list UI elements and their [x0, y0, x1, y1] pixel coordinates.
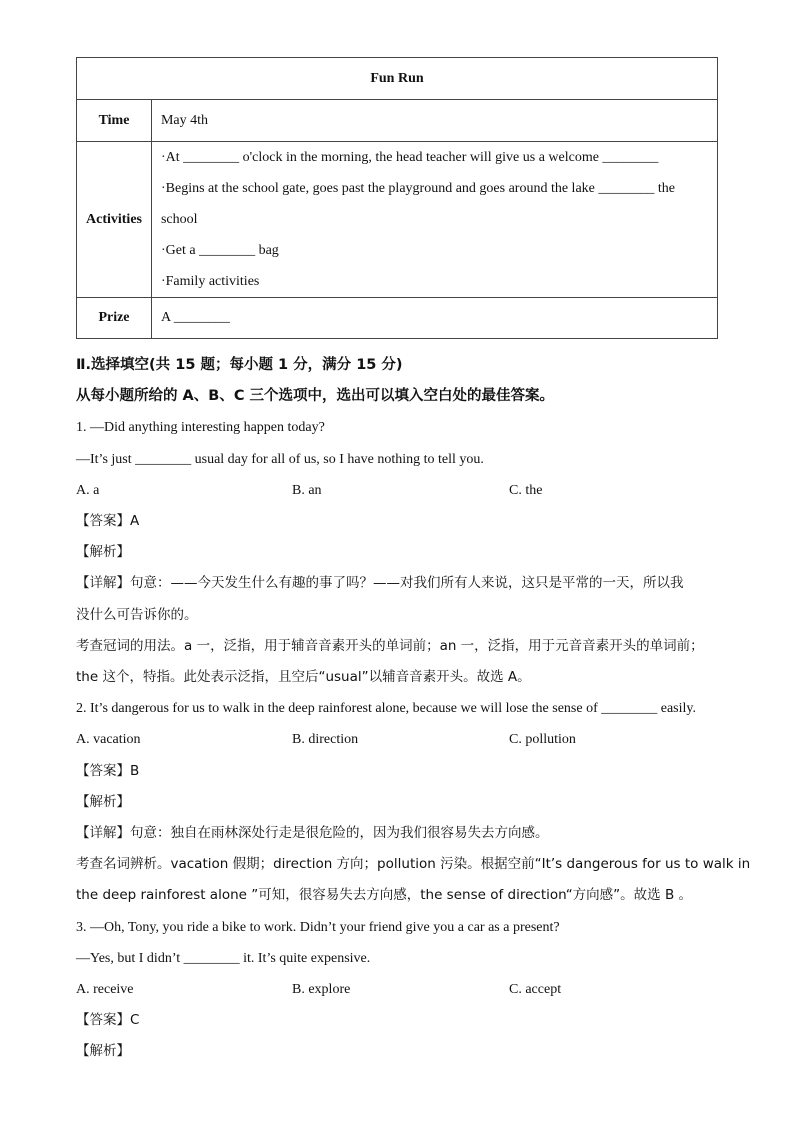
- q1-detail: 【详解】句意：——今天发生什么有趣的事了吗？——对我们所有人来说，这只是平常的一天，所以我: [76, 575, 684, 592]
- option-b: B. an: [292, 482, 322, 498]
- q3-options: [76, 974, 718, 1005]
- q1-detail: 考查冠词的用法。a 一，泛指，用于辅音音素开头的单词前；an 一，泛指，用于元音音素开头的单词前；: [76, 637, 704, 654]
- q2-detail: the deep rainforest alone ”可知，很容易失去方向感，the sense of direction“方向感”。故选 B 。: [76, 887, 693, 904]
- q2-detail: 【详解】句意：独自在雨林深处行走是很危险的，因为我们很容易失去方向感。: [76, 825, 549, 842]
- activities-cell: [151, 142, 717, 298]
- q3-stem: 3. —Oh, Tony, you ride a bike to work. Didn’t your friend give you a car as a present?: [76, 919, 560, 935]
- q1-options: [76, 475, 718, 506]
- q2-analysis-label: 【解析】: [76, 793, 130, 810]
- activity-line: school: [160, 212, 198, 227]
- fun-run-table: [76, 57, 718, 339]
- q1-analysis-label: 【解析】: [76, 544, 130, 561]
- option-a: A. receive: [76, 982, 134, 998]
- option-c: C. pollution: [509, 732, 576, 748]
- q2-options: [76, 724, 718, 755]
- activity-line: ·Begins at the school gate, goes past the playground and goes around the lake ________ the: [160, 181, 675, 196]
- section-heading: Ⅱ.选择填空(共 15 题；每小题 1 分，满分 15 分): [76, 357, 403, 373]
- q3-stem-reply: —Yes, but I didn’t ________ it. It’s quite expensive.: [76, 950, 371, 966]
- prize-value: A ________: [151, 298, 717, 339]
- q1-detail: the 这个，特指。此处表示泛指，且空后“usual”以辅音音素开头。故选 A。: [76, 669, 531, 686]
- q3-answer: 【答案】C: [76, 1012, 140, 1029]
- option-b: B. direction: [292, 732, 359, 748]
- q1-detail: 没什么可告诉你的。: [76, 606, 198, 623]
- activity-line: ·Get a ________ bag: [160, 243, 279, 258]
- option-b: B. explore: [292, 982, 351, 998]
- activity-line: ·Family activities: [160, 274, 260, 289]
- q2-stem: 2. It’s dangerous for us to walk in the deep rainforest alone, because we will lose the sense of ________ easily.: [76, 701, 696, 717]
- q2-detail: 考查名词辨析。vacation 假期；direction 方向；pollution 污染。根据空前“It’s dangerous for us to walk in: [76, 856, 751, 873]
- q1-stem: 1. —Did anything interesting happen today?: [76, 420, 325, 436]
- q2-answer: 【答案】B: [76, 762, 140, 779]
- table-title: Fun Run: [77, 58, 718, 100]
- option-a: A. a: [76, 482, 100, 498]
- activity-line: ·At ________ o'clock in the morning, the head teacher will give us a welcome ________: [160, 150, 659, 165]
- q3-analysis-label: 【解析】: [76, 1043, 130, 1060]
- time-label: Time: [77, 100, 152, 142]
- option-c: C. accept: [509, 982, 562, 998]
- option-c: C. the: [509, 482, 543, 498]
- activities-label: Activities: [77, 142, 152, 298]
- option-a: A. vacation: [76, 732, 141, 748]
- time-value: May 4th: [151, 100, 717, 142]
- section-instruction: 从每小题所给的 A、B、C 三个选项中，选出可以填入空白处的最佳答案。: [76, 388, 555, 405]
- exercise-body: [76, 350, 751, 1068]
- prize-label: Prize: [77, 298, 152, 339]
- q1-answer: 【答案】A: [76, 513, 140, 530]
- q1-stem-reply: —It’s just ________ usual day for all of us, so I have nothing to tell you.: [76, 451, 484, 467]
